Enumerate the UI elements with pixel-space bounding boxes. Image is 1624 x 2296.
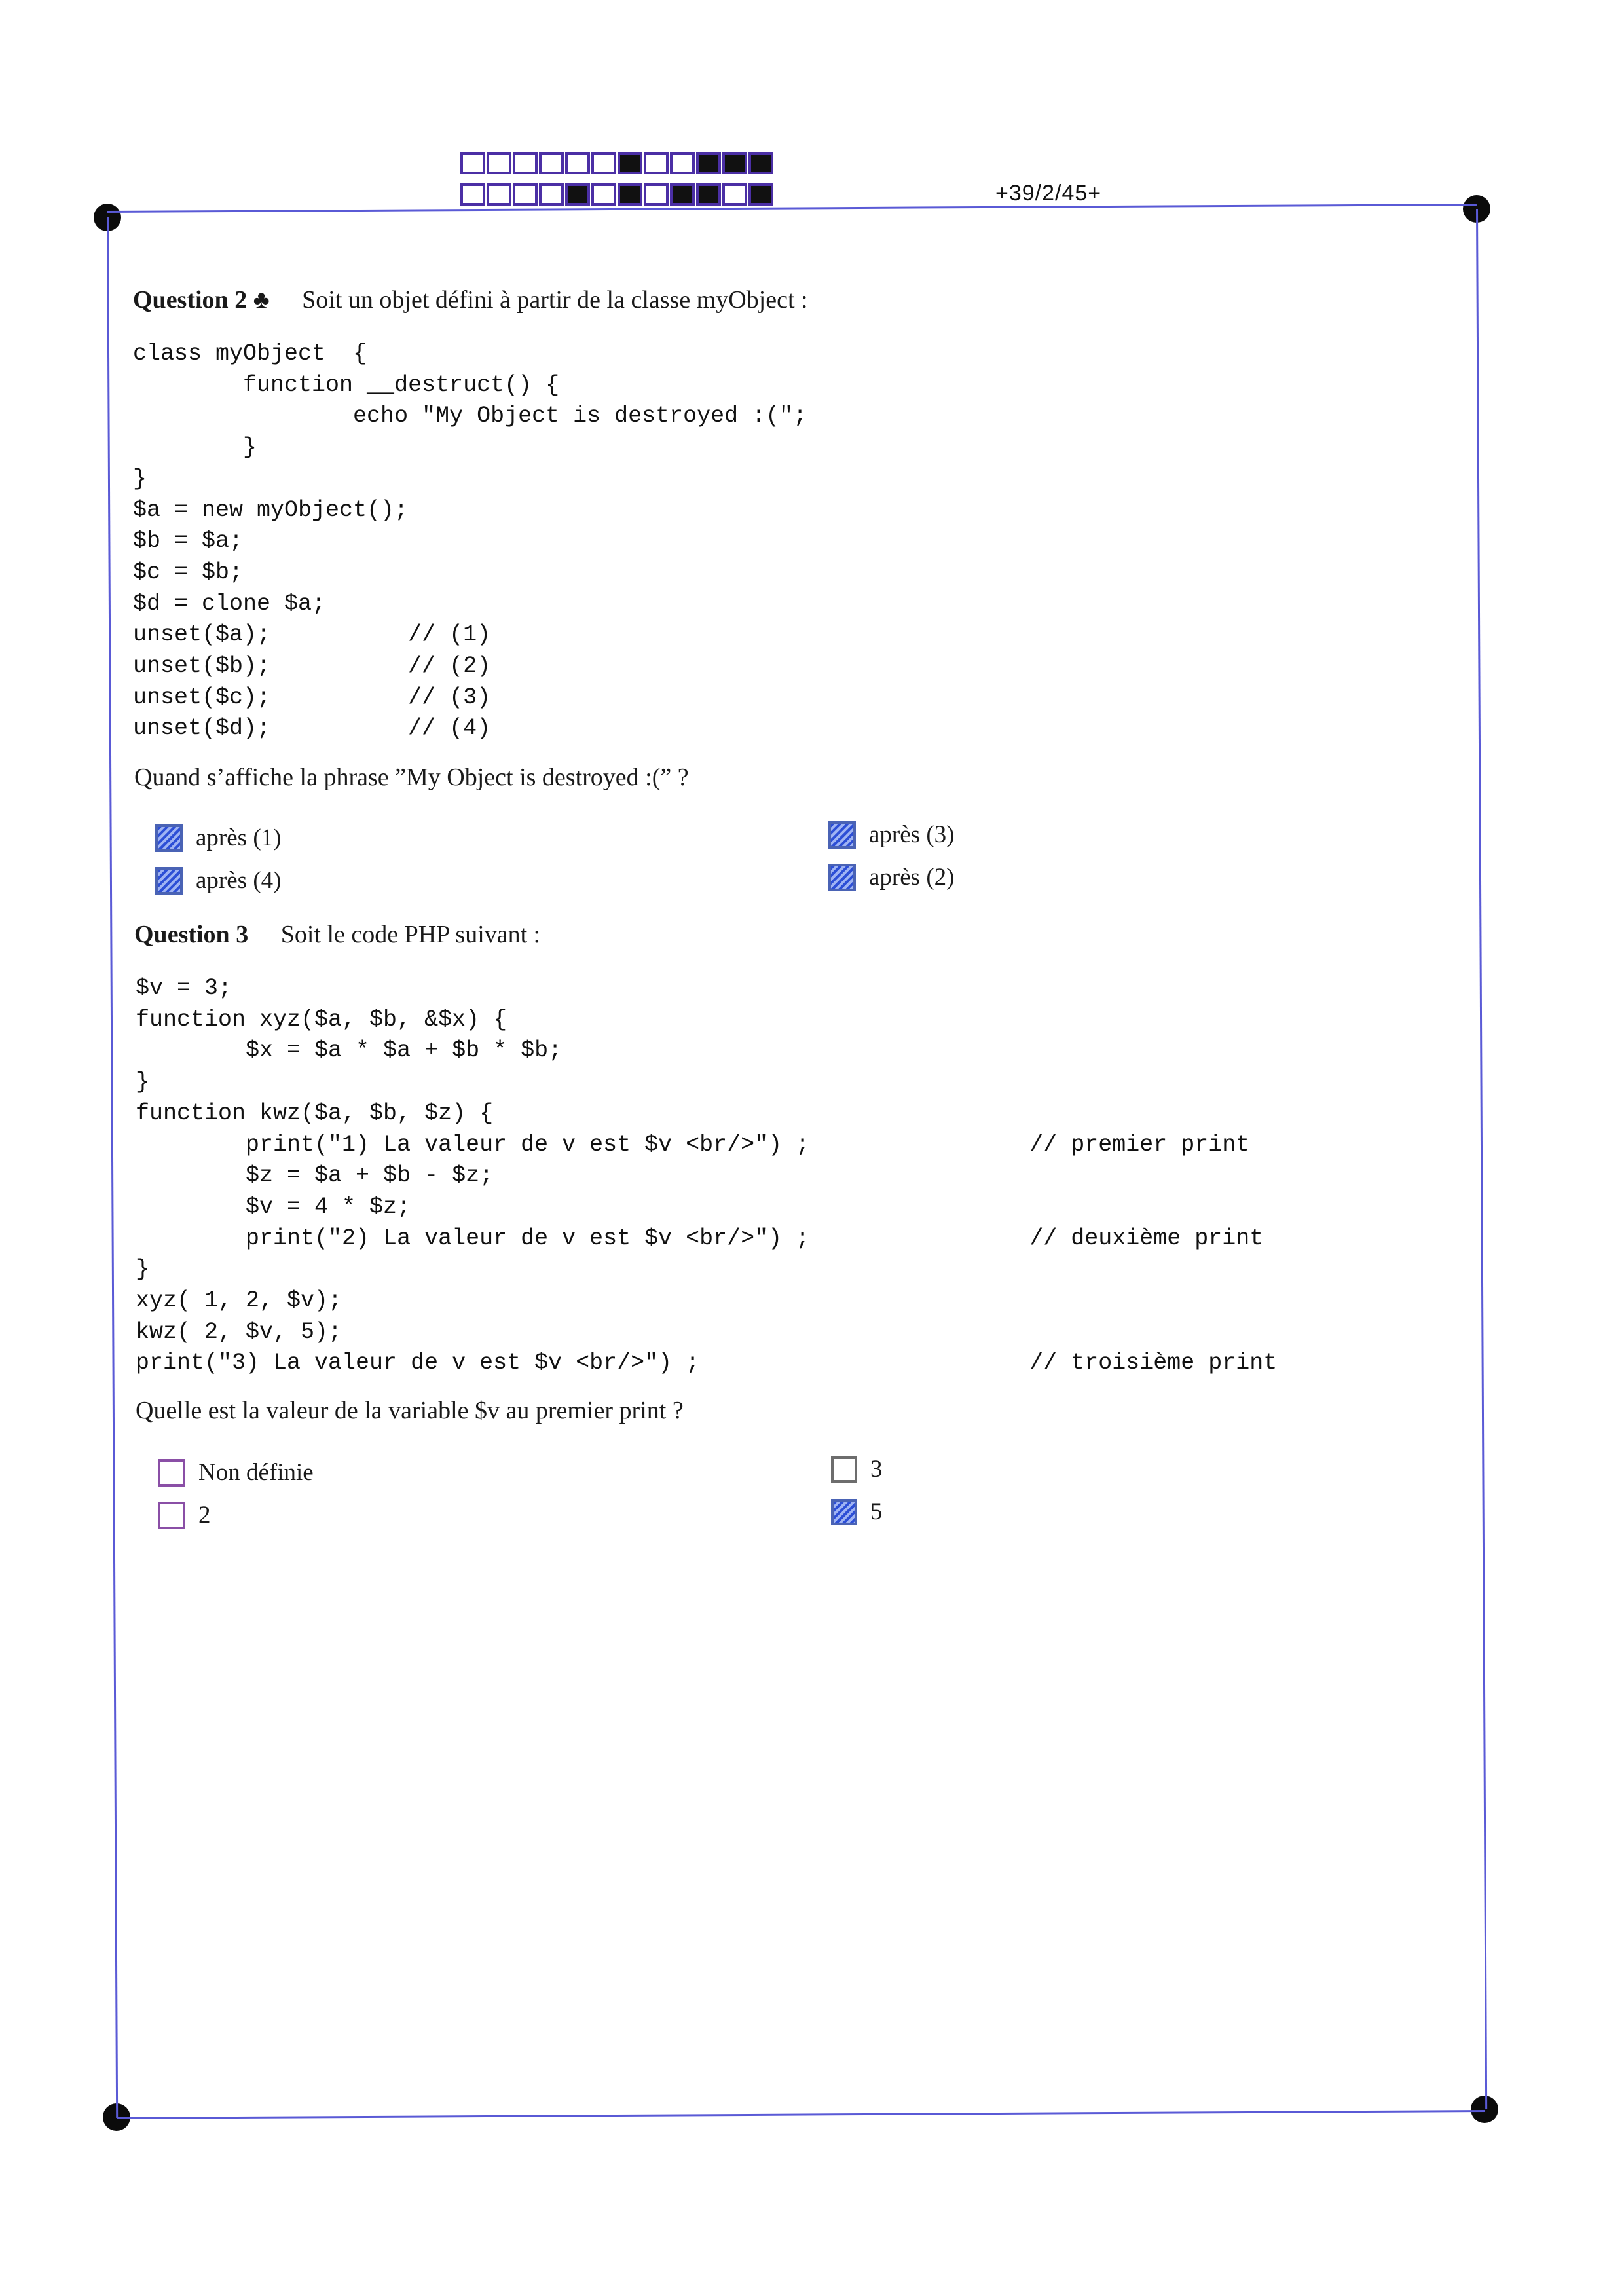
code-line: print("2) La valeur de v est $v <br/>") ; // deuxième print [136,1225,1264,1251]
choice-label: 2 [198,1502,211,1528]
code-line: echo "My Object is destroyed :("; [133,403,807,430]
binary-code-top [460,152,775,174]
code-cell-empty [591,183,616,206]
code-cell-empty [539,152,564,174]
question-3-heading [134,920,540,949]
question-2-statement: Soit un objet défini à partir de la classe myObject : [302,286,808,314]
code-cell-filled [696,183,721,206]
choice-label: après (3) [869,821,955,848]
code-line: class myObject { [133,341,367,367]
q2-choice-3[interactable] [828,821,954,849]
code-cell-empty [722,183,747,206]
q3-choice-3[interactable] [831,1455,883,1483]
code-cell-empty [539,183,564,206]
choice-label: après (1) [196,824,282,851]
code-line: $v = 4 * $z; [136,1193,411,1220]
question-2-heading [133,286,808,314]
code-line: unset($a); // (1) [133,621,491,648]
code-cell-empty [460,183,485,206]
code-line: print("1) La valeur de v est $v <br/>") ; // premier print [136,1131,1250,1158]
checkbox-empty[interactable] [158,1459,185,1487]
code-cell-empty [644,183,669,206]
q3-choice-non-definie[interactable] [158,1458,314,1487]
code-cell-empty [460,152,485,174]
code-cell-empty [644,152,669,174]
page-identifier: +39/2/45+ [995,181,1102,206]
q2-choice-1[interactable] [155,824,281,852]
code-line: $c = $b; [133,559,244,585]
choice-label: après (4) [196,867,282,894]
code-line: kwz( 2, $v, 5); [136,1318,342,1345]
code-cell-filled [618,183,642,206]
code-cell-filled [618,152,642,174]
frame-top-line [107,204,1477,213]
code-cell-empty [591,152,616,174]
code-line: xyz( 1, 2, $v); [136,1287,342,1314]
code-line: $v = 3; [136,975,232,1001]
code-cell-empty [513,152,538,174]
checkbox-empty[interactable] [831,1456,857,1483]
code-line: $d = clone $a; [133,590,326,617]
frame-left-line [107,217,118,2118]
code-line: function __destruct() { [133,371,560,398]
question-3-label: Question 3 [134,921,249,948]
code-cell-empty [513,183,538,206]
checkbox-checked[interactable] [831,1499,857,1525]
checkbox-checked[interactable] [155,867,183,895]
code-cell-empty [670,152,695,174]
checkbox-checked[interactable] [155,824,183,852]
code-line: unset($c); // (3) [133,684,491,711]
code-cell-filled [722,152,747,174]
code-cell-filled [748,152,773,174]
code-cell-empty [565,152,590,174]
binary-code-bottom [460,183,775,206]
code-line: } [133,465,147,492]
code-line: function xyz($a, $b, &$x) { [136,1006,507,1033]
checkbox-empty[interactable] [158,1502,185,1529]
checkbox-checked[interactable] [828,864,856,891]
question-3-statement: Soit le code PHP suivant : [280,921,541,948]
code-line: $a = new myObject(); [133,496,409,523]
frame-right-line [1476,209,1487,2109]
code-cell-filled [748,183,773,206]
q3-choice-2[interactable] [158,1501,211,1529]
code-line: unset($d); // (4) [133,715,491,742]
question-2-prompt: Quand s’affiche la phrase ”My Object is destroyed :(” ? [134,764,689,791]
choice-label: 5 [870,1498,883,1525]
code-cell-filled [696,152,721,174]
q2-choice-2[interactable] [828,863,954,891]
code-line: $b = $a; [133,528,244,555]
choice-label: 3 [870,1456,883,1483]
code-cell-filled [670,183,695,206]
code-line: function kwz($a, $b, $z) { [136,1100,494,1126]
question-3-code-block [136,973,1277,1379]
code-cell-empty [487,183,511,206]
choice-label: Non définie [198,1459,314,1486]
code-line: } [133,434,257,461]
question-2-label: Question 2 ♣ [133,286,270,314]
corner-mark-bottom-right [1471,2096,1498,2123]
code-line: print("3) La valeur de v est $v <br/>") ; // troisième print [136,1350,1278,1377]
checkbox-checked[interactable] [828,821,856,849]
code-line: } [136,1069,150,1096]
code-cell-filled [565,183,590,206]
code-line: unset($b); // (2) [133,653,491,680]
code-cell-empty [487,152,511,174]
question-3-prompt: Quelle est la valeur de la variable $v au premier print ? [136,1397,684,1424]
frame-bottom-line [117,2110,1485,2119]
code-line: $x = $a * $a + $b * $b; [136,1037,563,1064]
code-line: } [136,1256,150,1283]
choice-label: après (2) [869,864,955,891]
code-line: $z = $a + $b - $z; [136,1162,494,1189]
q3-choice-5[interactable] [831,1498,883,1526]
question-2-code-block [133,339,807,745]
q2-choice-4[interactable] [155,866,281,895]
